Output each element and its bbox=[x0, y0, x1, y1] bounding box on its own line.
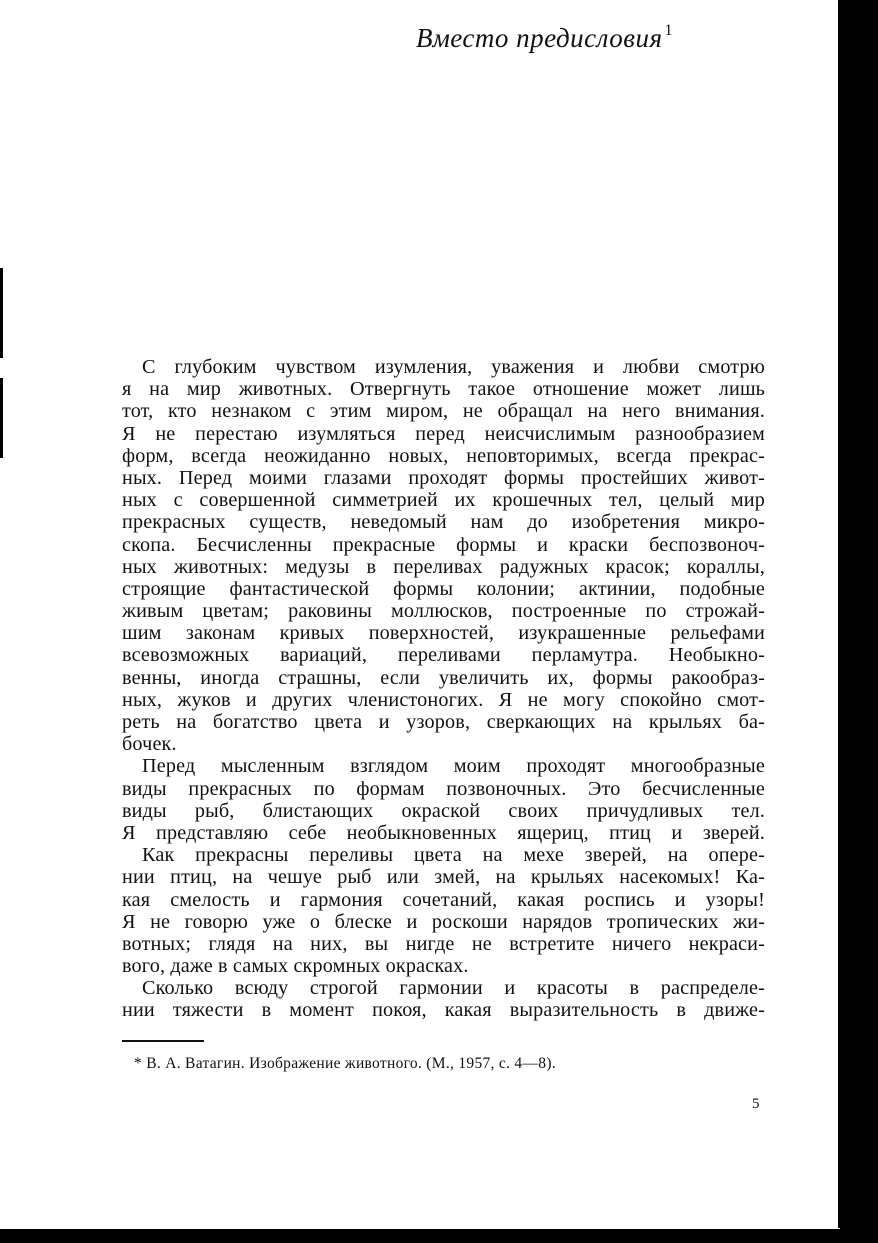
chapter-heading bbox=[416, 22, 673, 54]
text-line: форм, всегда неожиданно новых, неповторимых, всегда прекрас- bbox=[122, 444, 765, 467]
text-line: ных, жуков и других членистоногих. Я не могу спокойно смот- bbox=[122, 688, 765, 711]
scan-edge-right bbox=[840, 0, 878, 1243]
text-line: кая смелость и гармония сочетаний, какая роспись и узоры! bbox=[122, 888, 765, 911]
text-line: Я не перестаю изумляться перед неисчислимым разнообразием bbox=[122, 422, 765, 445]
text-line: ных животных: медузы в переливах радужных красок; кораллы, bbox=[122, 555, 765, 578]
text-line: я на мир животных. Отвергнуть такое отношение может лишь bbox=[122, 378, 765, 401]
text-line: строящие фантастической формы колонии; актинии, подобные bbox=[122, 577, 765, 600]
text-line: венны, иногда страшны, если увеличить их, формы ракообраз- bbox=[122, 666, 765, 689]
text-line: тот, кто незнаком с этим миром, не обращал на него внимания. bbox=[122, 400, 765, 423]
text-line: Как прекрасны переливы цвета на мехе зверей, на опере- bbox=[142, 844, 765, 867]
scan-edge-left-mark bbox=[0, 378, 3, 458]
text-line: нии тяжести в момент покоя, какая выразительность в движе- bbox=[122, 999, 765, 1022]
text-line: С глубоким чувством изумления, уважения и любви смотрю bbox=[142, 356, 765, 378]
text-line: ных с совершенной симметрией их крошечных тел, целый мир bbox=[122, 489, 765, 512]
text-line: скопа. Бесчисленны прекрасные формы и краски беспозвоноч- bbox=[122, 533, 765, 556]
text-line: Я представляю себе необыкновенных ящериц, птиц и зверей. bbox=[122, 821, 765, 844]
main-text bbox=[122, 356, 765, 1022]
text-line: реть на богатство цвета и узоров, сверкающих на крыльях ба- bbox=[122, 711, 765, 733]
page-number: 5 bbox=[752, 1096, 760, 1112]
text-line: вотных; глядя на них, вы нигде не встретите ничего некраси- bbox=[122, 932, 765, 955]
text-line: Я не говорю уже о блеске и роскоши нарядов тропических жи- bbox=[122, 910, 765, 933]
text-line: Сколько всюду строгой гармонии и красоты в распределе- bbox=[142, 977, 765, 1000]
text-line: виды прекрасных по формам позвоночных. Это бесчисленные bbox=[122, 777, 765, 800]
scan-edge-bottom bbox=[0, 1229, 878, 1243]
footnote-marker: 1 bbox=[664, 22, 673, 39]
text-line: виды рыб, блистающих окраской своих причудливых тел. bbox=[122, 799, 765, 822]
text-line: живым цветам; раковины моллюсков, построенные по строжай- bbox=[122, 600, 765, 623]
chapter-heading-text: Вместо предисловия bbox=[415, 23, 663, 53]
text-line: прекрасных существ, неведомый нам до изобретения микро- bbox=[122, 511, 765, 534]
scan-edge-left-mark bbox=[0, 268, 3, 358]
text-line: нии птиц, на чешуе рыб или змей, на крыльях насекомых! Ка- bbox=[122, 866, 765, 889]
footnote-divider bbox=[122, 1040, 204, 1042]
footnote: * В. А. Ватагин. Изображение животного. (М., 1957, с. 4—8). bbox=[134, 1055, 556, 1072]
scan-edge-right-line bbox=[838, 0, 840, 1228]
text-line: Перед мысленным взглядом моим проходят многообразные bbox=[142, 755, 765, 778]
text-line: бочек. bbox=[122, 733, 177, 756]
text-line: ных. Перед моими глазами проходят формы простейших живот- bbox=[122, 466, 765, 489]
text-line: всевозможных вариаций, переливами перламутра. Необыкно- bbox=[122, 644, 765, 667]
text-line: вого, даже в самых скромных окрасках. bbox=[122, 955, 469, 978]
text-line: шим законам кривых поверхностей, изукрашенные рельефами bbox=[122, 622, 765, 645]
